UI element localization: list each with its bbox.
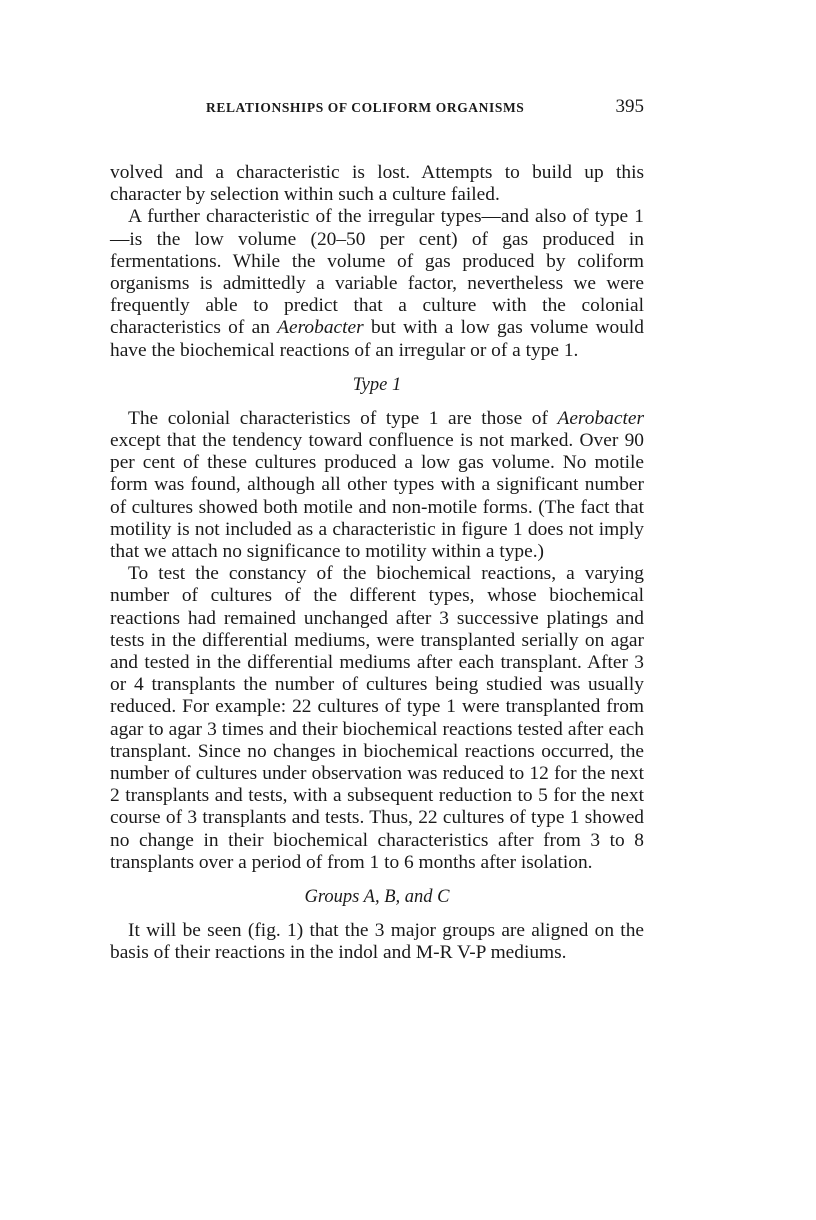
paragraph-text: A further characteristic of the irregular types—and also of type 1—is the low volume (20–50 per cent) of gas produced in fermentations. While the volume of gas produced by coliform organisms is admittedly a variable factor, nevertheless we were frequently able to predict that a culture with the colonial characteristics of an [110, 206, 644, 339]
paragraph-text: but with a low gas volume would have the biochemical reactions of an irregular or of a type 1. [110, 317, 644, 361]
page-header [110, 96, 644, 122]
section-heading-groups: Groups A, B, and C [304, 887, 450, 908]
paragraph-type-1 [110, 408, 644, 563]
paragraph-groups: It will be seen (fig. 1) that the 3 major groups are aligned on the basis of their reactions in the indol and M-R V-P mediums. [110, 920, 644, 964]
page-number: 395 [615, 96, 644, 117]
running-head: RELATIONSHIPS OF COLIFORM ORGANISMS [206, 100, 525, 115]
paragraph-gas-volume [110, 206, 644, 361]
paragraph-text: The colonial characteristics of type 1 are those of [128, 407, 558, 429]
genus-name: Aerobacter [277, 317, 364, 339]
page [110, 96, 644, 965]
genus-name: Aerobacter [557, 407, 644, 429]
paragraph-text: except that the tendency toward confluence is not marked. Over 90 per cent of these cultures produced a low gas volume. No motile form was found, although all other types with a significant number of cultures showed both motile and non-motile forms. (The fact that motility is not included as a characteristic in figure 1 does not imply that we attach no significance to motility within a type.) [110, 430, 644, 563]
paragraph-continued: volved and a characteristic is lost. Attempts to build up this character by selection within such a culture failed. [110, 162, 644, 206]
section-heading-type-1: Type 1 [352, 374, 402, 395]
paragraph-constancy: To test the constancy of the biochemical reactions, a varying number of cultures of the different types, whose biochemical reactions had remained unchanged after 3 successive platings and tests in the differential mediums, were transplanted serially on agar and tested in the differential mediums after each transplant. After 3 or 4 transplants the number of cultures being studied was usually reduced. For example: 22 cultures of type 1 were transplanted from agar to agar 3 times and their biochemical reactions tested after each transplant. Since no changes in biochemical reactions occurred, the number of cultures under observation was reduced to 12 for the next 2 transplants and tests, with a subsequent reduction to 5 for the next course of 3 transplants and tests. Thus, 22 cultures of type 1 showed no change in their biochemical characteristics after from 3 to 8 transplants over a period of from 1 to 6 months after isolation. [110, 563, 644, 873]
